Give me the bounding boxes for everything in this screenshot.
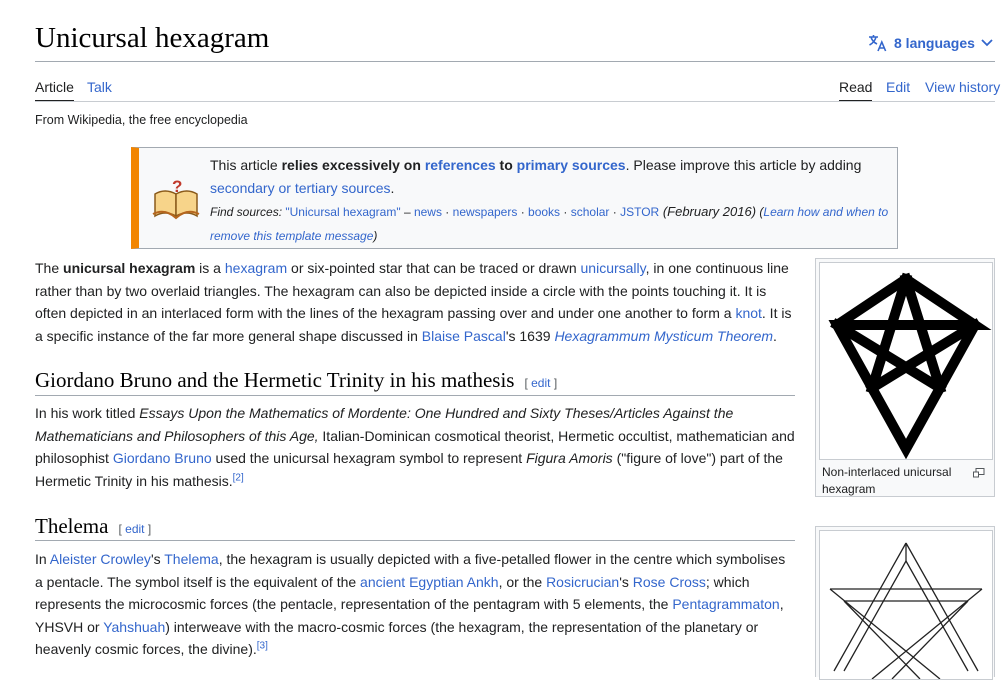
page-title: Unicursal hexagram	[35, 22, 270, 54]
bruno-paragraph	[35, 402, 795, 492]
title-divider	[35, 61, 995, 62]
text: Italian-Dominican cosmotical theorist, Hermetic occultist, mathematician and philosophist	[35, 427, 795, 466]
heading-text: Giordano Bruno and the Hermetic Trinity in his mathesis	[35, 368, 515, 392]
intro-paragraph	[35, 257, 795, 347]
ankh-link[interactable]: ancient Egyptian Ankh	[360, 573, 499, 590]
text: , in one continuous line rather than by two overlaid triangles. The hexagram can also be depicted inside a circle with the points touching it. It is often depicted in an interlaced form with the lines of the hexagram passing over and under one another to form a	[35, 260, 789, 321]
pentagrammaton-link[interactable]: Pentagrammaton	[672, 596, 780, 612]
rosicrucian-link[interactable]: Rosicrucian	[546, 573, 620, 590]
separator: ·	[560, 205, 571, 219]
learn-remove-link[interactable]: Learn how and when to remove this template message	[210, 205, 889, 243]
unicursal-hexagram-image[interactable]	[819, 262, 993, 460]
rose-cross-link[interactable]: Rose Cross	[632, 573, 706, 590]
separator: ·	[609, 205, 621, 219]
giordano-bruno-link[interactable]: Giordano Bruno	[112, 450, 212, 466]
text: or six-pointed star that can be traced or drawn	[287, 260, 581, 276]
text: , YHSVH or	[35, 596, 784, 635]
bracket: [	[524, 376, 532, 390]
tabs-divider	[35, 101, 995, 102]
blaise-pascal-link[interactable]: Blaise Pascal	[421, 327, 506, 344]
bracket: ]	[550, 376, 558, 390]
find-query-link[interactable]: "Unicursal hexagram"	[285, 205, 401, 219]
tab-article[interactable]: Article	[35, 79, 74, 102]
section-edit	[118, 522, 151, 536]
separator: –	[400, 205, 414, 219]
bracket: [	[118, 522, 126, 536]
text: .	[773, 327, 777, 344]
tab-talk[interactable]: Talk	[87, 79, 112, 95]
edit-section-link[interactable]: edit	[531, 376, 551, 390]
thelema-link[interactable]: Thelema	[164, 551, 219, 567]
bold-term: unicursal hexagram	[63, 260, 196, 276]
notice-text-part: . Please improve this article by adding	[625, 157, 862, 173]
caption-text: Non-interlaced unicursal hexagram	[822, 465, 952, 496]
italic-title: Essays Upon the Mathematics of Mordente: One Hundred and Sixty Theses/Articles Against the Mathematicians and Philosophers of this Age,	[35, 405, 734, 444]
tab-edit[interactable]: Edit	[886, 79, 911, 95]
source-scholar-link[interactable]: scholar	[570, 205, 610, 219]
yahshuah-link[interactable]: Yahshuah	[103, 618, 166, 635]
aleister-crowley-link[interactable]: Aleister Crowley	[49, 551, 151, 567]
language-selector-button[interactable]	[868, 34, 993, 52]
text: 's	[150, 551, 165, 567]
citation-3-link[interactable]: [3]	[256, 640, 268, 652]
text: 's 1639	[505, 327, 555, 344]
text: , or the	[498, 573, 547, 590]
notice-emphasis: to	[495, 157, 517, 173]
separator: ·	[517, 205, 529, 219]
bracket: ]	[144, 522, 152, 536]
knot-link[interactable]: knot	[735, 305, 762, 321]
translate-icon	[868, 34, 888, 52]
heading-text: Thelema	[35, 514, 109, 538]
notice-text-part: .	[390, 180, 395, 196]
notice-text	[210, 154, 890, 248]
thelema-paragraph	[35, 548, 795, 661]
unicursally-link[interactable]: unicursally	[580, 260, 646, 276]
find-sources-line	[210, 205, 659, 219]
text: ("figure of love") part of the Hermetic Trinity in his mathesis.	[35, 450, 783, 489]
site-tagline: From Wikipedia, the free encyclopedia	[35, 113, 248, 127]
figure-interlaced-hexagram	[815, 526, 995, 677]
italic-term: Figura Amoris	[526, 450, 613, 466]
section-edit	[524, 376, 557, 390]
text: used the unicursal hexagram symbol to represent	[211, 450, 527, 466]
notice-date: (February 2016)	[659, 204, 757, 219]
find-sources-label: Find sources:	[210, 205, 286, 219]
source-news-link[interactable]: news	[413, 205, 442, 219]
text: is a	[195, 260, 225, 276]
notice-text-part: )	[373, 229, 378, 243]
edit-section-link[interactable]: edit	[125, 522, 145, 536]
interlaced-hexagram-image[interactable]	[819, 530, 993, 680]
primary-sources-notice	[131, 147, 898, 249]
text: . It is a specific instance of the far more general shape discussed in	[35, 305, 792, 344]
section-divider	[35, 540, 795, 541]
tab-read[interactable]: Read	[839, 79, 872, 102]
magnify-clip-icon[interactable]	[973, 466, 985, 483]
section-heading-bruno	[35, 368, 557, 393]
separator: ·	[441, 205, 453, 219]
source-books-link[interactable]: books	[528, 205, 561, 219]
section-heading-thelema	[35, 514, 151, 539]
hexagrammum-mysticum-link[interactable]: Hexagrammum Mysticum Theorem	[554, 327, 774, 344]
notice-text-part: This article	[210, 157, 282, 173]
text: ) interweave with the macro-cosmic forces (the hexagram, the representation of the planetary or heavenly cosmic forces, the divine).	[35, 618, 759, 657]
text: , the hexagram is usually depicted with a five-petalled flower in the centre which symbolises a pentacle. The symbol itself is the equivalent of the	[35, 551, 786, 590]
text: ; which represents the microcosmic forces (the pentacle, representation of the pentagram with 5 elements, the	[35, 573, 750, 612]
notice-text-part: (	[756, 205, 764, 219]
chevron-down-icon	[981, 38, 993, 48]
text: In	[35, 551, 50, 567]
source-newspapers-link[interactable]: newspapers	[452, 205, 518, 219]
source-jstor-link[interactable]: JSTOR	[620, 205, 660, 219]
hexagram-link[interactable]: hexagram	[224, 260, 288, 276]
primary-sources-link[interactable]: primary sources	[516, 157, 626, 173]
text: 's	[619, 573, 633, 590]
text: The	[35, 260, 64, 276]
figure-unicursal-hexagram	[815, 258, 995, 497]
languages-label: 8 languages	[894, 35, 975, 51]
citation-2-link[interactable]: [2]	[232, 471, 244, 483]
notice-emphasis: on	[399, 157, 425, 173]
book-question-icon	[151, 178, 201, 225]
secondary-sources-link[interactable]: secondary or tertiary sources	[210, 180, 391, 196]
references-link[interactable]: references	[424, 157, 496, 173]
tab-view-history[interactable]: View history	[925, 79, 1001, 95]
figure-caption	[819, 460, 991, 500]
section-divider	[35, 395, 795, 396]
notice-emphasis: relies excessively	[281, 157, 400, 173]
text: In his work titled	[35, 405, 140, 421]
svg-text:?: ?	[172, 178, 183, 196]
